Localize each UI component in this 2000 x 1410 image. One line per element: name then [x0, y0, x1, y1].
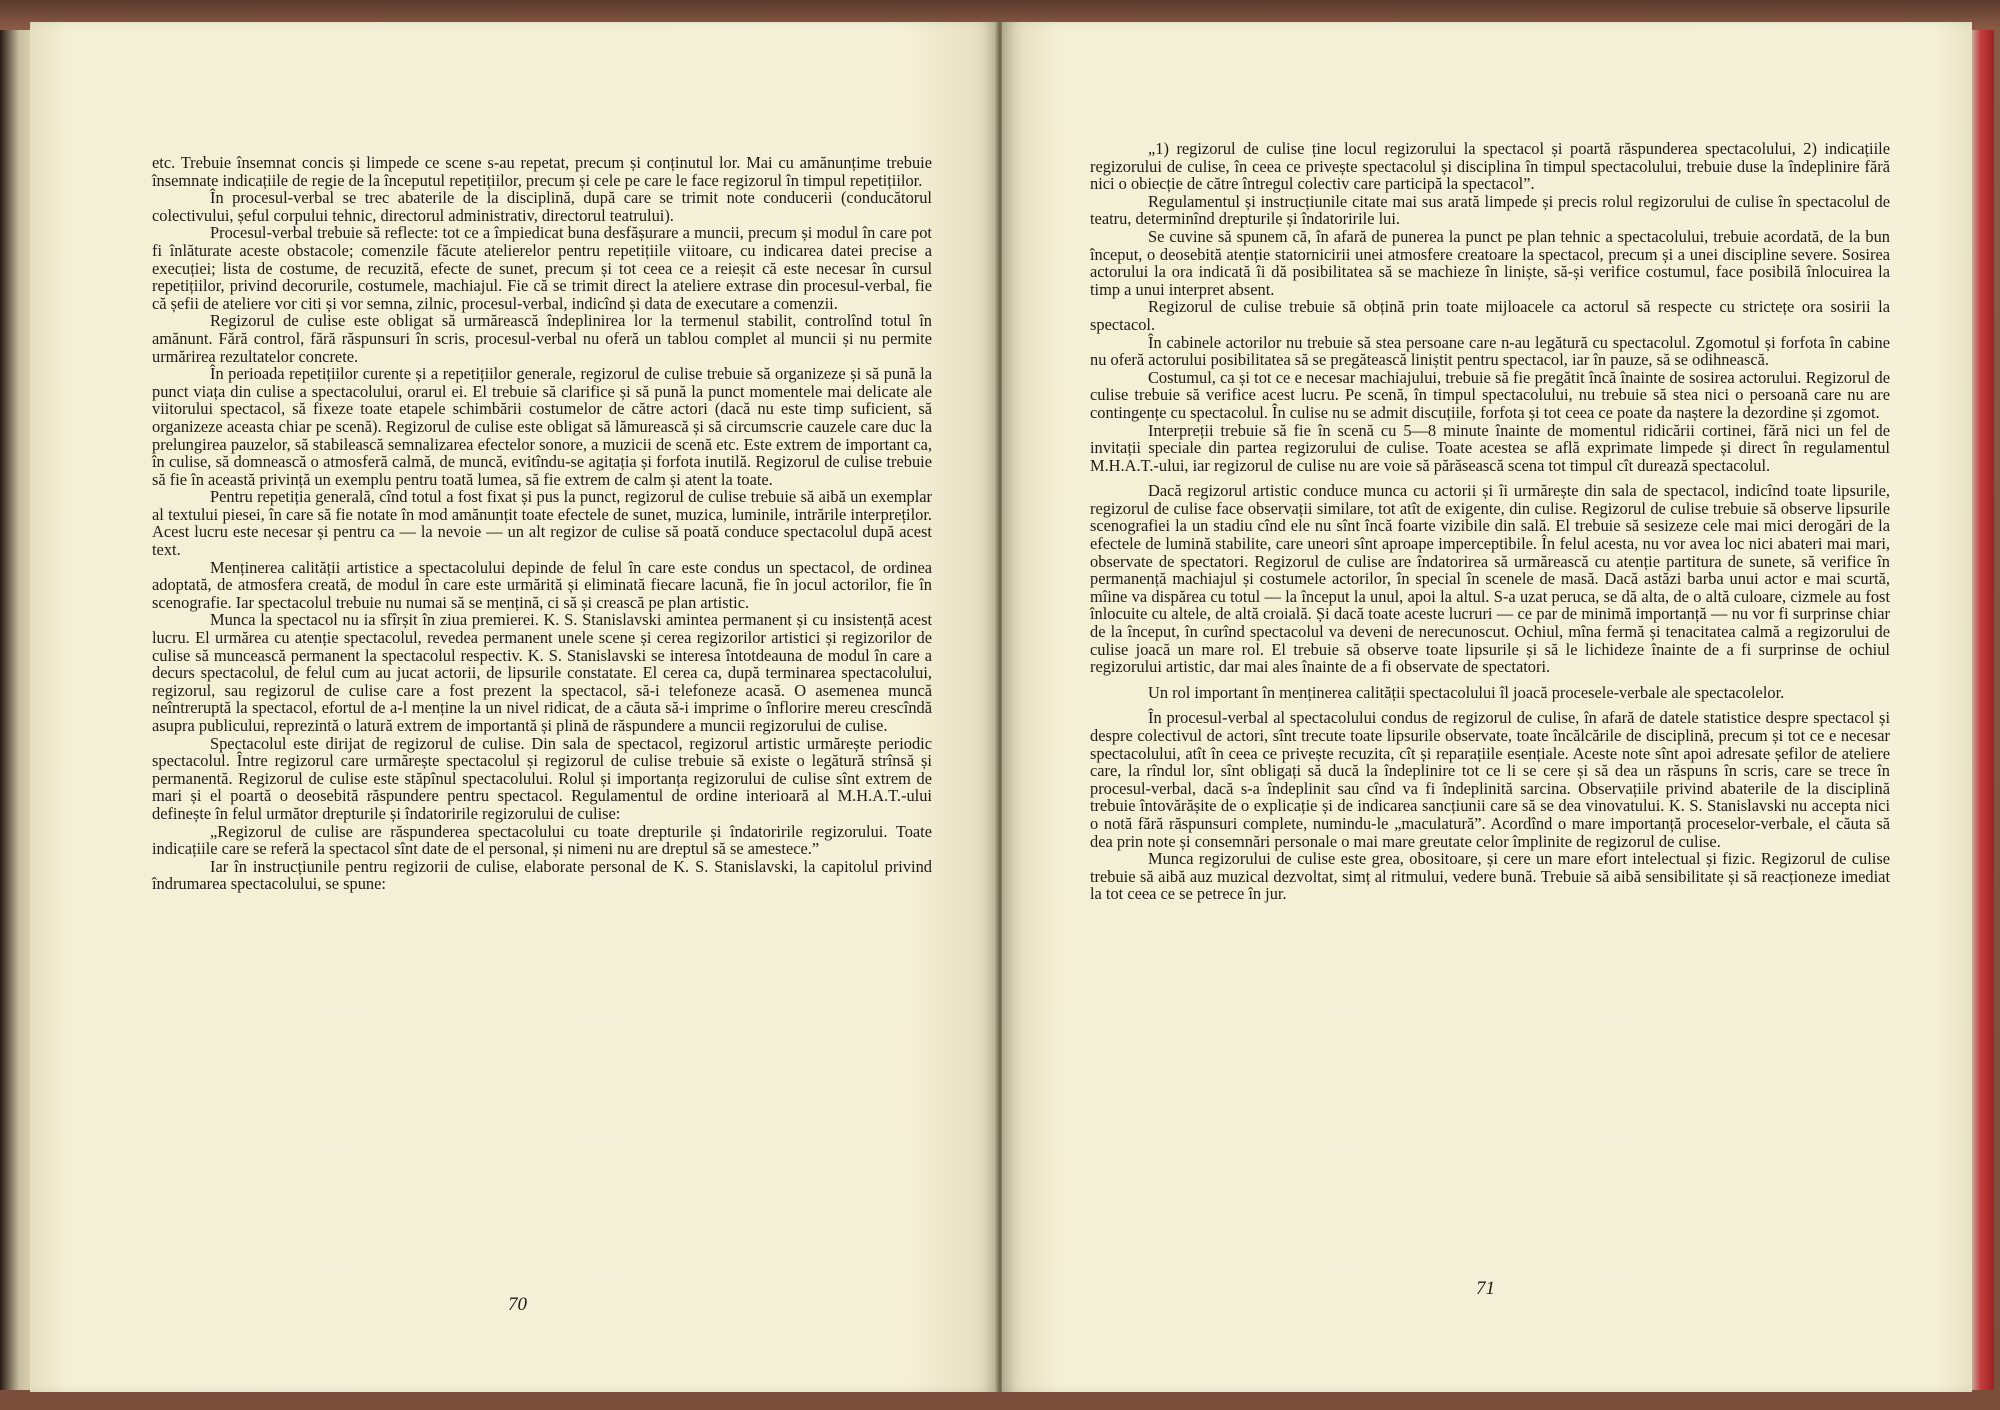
- book-left-edge: [0, 30, 32, 1390]
- paragraph: Dacă regizorul artistic conduce munca cu actorii și îi urmărește din sala de spectacol, indicînd toate lipsurile, regizorul de culise face observații similare, tot atît de exigente, din culise. Regizorul de culise trebuie să observe lipsurile scenografiei la un stadiu cînd ele nu sînt încă foarte vizibile din sală. El trebuie să sesizeze cele mai mici derogări de la efectele de lumină stabilite, care uneori sînt aproape imperceptibile. În felul acesta, nu vor avea loc nici abateri mai mari, observate de spectatori. Regizorul de culise are îndatorirea să urmărească cu atenție partitura de sunete, să verifice în permanență machiajul și costumele actorilor, în special în scenele de masă. Dacă astăzi barba unui actor e mai scurtă, mîine va dispărea cu totul — la început la unul, apoi la altul. S-a uzat peruca, se dă alta, de o altă culoare, cizmele au fost înlocuite cu altele, de altă croială. Și dacă toate aceste lucruri — ce par de minimă importanță — nu vor fi surprinse chiar de la început, în curînd spectacolul va deveni de nerecunoscut. Ochiul, mîna fermă și tenacitatea calmă a regizorului de culise joacă un mare rol. El trebuie să observe toate lipsurile și să le lichideze înainte de a fi surprinse de ochiul regizorului artistic, dar mai ales înainte de a fi observate de spectatori.: [1090, 481, 1890, 677]
- paragraph: În procesul-verbal al spectacolului condus de regizorul de culise, în afară de datele statistice despre spectacol și despre colectivul de actori, sînt trecute toate lipsurile observate, toate încălcările de disciplină, precum și tot ce e necesar spectacolului, atît în ceea ce privește recuzita, cît și reparațiile esențiale. Aceste note sînt apoi adresate șefilor de ateliere care, la rîndul lor, sînt obligați să ducă la îndeplinire tot ce li se cere și să dea un răspuns în scris, care se trece în procesul-verbal, dacă s-a îndeplinit sau cînd va fi îndeplinită sarcina. Observațiile privind abaterile de la disciplină trebuie întovărășite de o explicație și de indicarea sancțiunii care să se dea vinovatului. K. S. Stanislavski nu accepta nici o notă fără răspunsuri complete, numindu-le „maculatură”. Acordînd o mare importanță proceselor-verbale, el căuta să dea prin note și consemnări personale o mai mare greutate celor împlinite de regizorul de culise.: [1090, 708, 1890, 851]
- paragraph: În procesul-verbal se trec abaterile de la disciplină, după care se trimit note conducerii (conducătorul colectivului, șeful corpului tehnic, directorul administrativ, directorul teatrului).: [152, 188, 932, 225]
- paragraph: În cabinele actorilor nu trebuie să stea persoane care n-au legătură cu spectacolul. Zgomotul și forfota în cabine nu oferă actorului posibilitatea să se pregătească liniștit pentru spectacol, iar în pauze, să se odihnească.: [1090, 332, 1890, 370]
- quote-paragraph: „1) regizorul de culise ține locul regizorului la spectacol și poartă răspunderea spectacolului, 2) indicațiile regizorului de culise, în ceea ce privește spectacolul și disciplina în timpul spectacolului, trebuie duse la îndeplinire fără nici o obiecție de către întregul colectiv care participă la spectacol”.: [1090, 139, 1890, 194]
- paragraph: Regizorul de culise trebuie să obțină prin toate mijloacele ca actorul să respecte cu strictețe ora sosirii la spectacol.: [1090, 297, 1890, 334]
- left-page: [30, 22, 998, 1392]
- paragraph: Se cuvine să spunem că, în afară de punerea la punct pe plan tehnic a spectacolului, trebuie acordată, de la bun început, o deosebită atenție statornicirii unei atmosfere creatoare la spectacol, precum și a unei discipline severe. Sosirea actorului la ora indicată îi dă posibilitatea să se machieze în liniște, să-și verifice costumul, face posibilă înlocuirea la timp a unui interpret absent.: [1090, 226, 1890, 299]
- paragraph: Regizorul de culise este obligat să urmărească îndeplinirea lor la termenul stabilit, controlînd totul în amănunt. Fără control, fără răspunsuri în scris, procesul-verbal nu oferă un tablou complet al muncii și nu permite urmărirea rezultatelor concrete.: [152, 311, 932, 366]
- left-page-text: [152, 154, 932, 893]
- paragraph: Spectacolul este dirijat de regizorul de culise. Din sala de spectacol, regizorul artistic urmărește periodic spectacolul. Între regizorul care urmărește spectacolul și regizorul de culise trebuie să existe o legătură strînsă și permanentă. Regizorul de culise este stăpînul spectacolului. Rolul și importanța regizorului de culise sînt extrem de mari și el poartă o deosebită răspundere pentru spectacol. Regulamentul de ordine interioară al M.H.A.T.-ului definește în felul următor drepturile și îndatoririle regizorului de culise:: [152, 733, 932, 823]
- paragraph: Munca la spectacol nu ia sfîrșit în ziua premierei. K. S. Stanislavski amintea permanent și cu insistență acest lucru. El urmărea cu atenție spectacolul, revedea permanent unele scene și cerea regizorilor artistici și regizorilor de culise să muncească permanent la spectacolul respectiv. K. S. Stanislavski se interesa întotdeauna de modul în care a decurs spectacolul, de felul cum au jucat actorii, de lipsurile constatate. El cerea ca, după terminarea spectacolului, regizorul, sau regizorul de culise care a fost prezent la spectacol, să-i telefoneze acasă. O asemenea muncă neîntreruptă la spectacol, efortul de a-l menține la un nivel ridicat, de a căuta să-i imprime o înflorire mereu crescîndă asupra publicului, reprezintă o latură extrem de importantă și plină de răspundere a muncii regizorului de culise.: [152, 610, 932, 735]
- right-page: [1002, 22, 1972, 1392]
- paragraph: Regulamentul și instrucțiunile citate mai sus arată limpede și precis rolul regizorului de culise în spectacolul de teatru, determinînd drepturile și îndatoririle lui.: [1090, 191, 1890, 229]
- page-number: 70: [508, 1294, 527, 1315]
- paragraph: etc. Trebuie însemnat concis și limpede ce scene s-au repetat, precum și conținutul lor. Mai cu amănunțime trebuie însemnate indicațiile de regie de la începutul repetițiilor, precum și cele pe care le face regizorul în timpul repetițiilor.: [152, 153, 932, 190]
- quote-paragraph: „Regizorul de culise are răspunderea spectacolului cu toate drepturile și îndatoririle regizorului. Toate indicațiile care se referă la spectacol sînt date de el personal, și nimeni nu are dreptul să se amestece.”: [152, 821, 932, 859]
- right-page-text: [1090, 140, 1890, 903]
- page-number: 71: [1476, 1278, 1495, 1299]
- paragraph: Pentru repetiția generală, cînd totul a fost fixat și pus la punct, regizorul de culise trebuie să aibă un exemplar al textului piesei, în care să fie notate în mod amănunțit toate efectele de sunet, muzica, luminile, intrările interpreților. Acest lucru este necesar și pentru ca — la nevoie — un alt regizor de culise să poată conduce spectacolul după acest text.: [152, 487, 932, 560]
- paragraph: Iar în instrucțiunile pentru regizorii de culise, elaborate personal de K. S. Stanislavski, la capitolul privind îndrumarea spectacolului, se spune:: [152, 856, 932, 894]
- paragraph: Procesul-verbal trebuie să reflecte: tot ce a împiedicat buna desfășurare a muncii, precum și modul în care pot fi înlăturate aceste obstacole; comenzile făcute atelierelor pentru repetițiile viitoare, cu indicarea datei precise a execuției; lista de costume, de recuzită, efecte de sunet, precum și tot ceea ce a reieșit că este necesar în cursul repetițiilor, privind decorurile, costumele, machiajul. Fie că se trimit direct la ateliere extrase din procesul-verbal, fie că șefii de ateliere vor citi și vor semna, zilnic, procesul-verbal, indicînd și data de executare a comenzii.: [152, 223, 932, 313]
- paragraph: Costumul, ca și tot ce e necesar machiajului, trebuie să fie pregătit încă înainte de sosirea actorului. Regizorul de culise trebuie să verifice acest lucru. Pe scenă, în timpul spectacolului, nu trebuie să stea nici o persoană care nu are contingențe cu spectacolul. În culise nu se admit discuțiile, forfota și tot ceea ce poate da naștere la dezordine și zgomot.: [1090, 367, 1890, 422]
- paragraph: Un rol important în menținerea calității spectacolului îl joacă procesele-verbale ale spectacolelor.: [1148, 682, 1785, 702]
- book-right-edge: [1972, 30, 1994, 1390]
- paragraph: Munca regizorului de culise este grea, obositoare, și cere un mare efort intelectual și fizic. Regizorul de culise trebuie să aibă auz muzical dezvoltat, simț al ritmului, vedere bună. Trebuie să aibă sensibilitate și să reacționeze imediat la tot ceea ce se petrece în jur.: [1090, 849, 1890, 904]
- paragraph: Menținerea calității artistice a spectacolului depinde de felul în care este condus un spectacol, de ordinea adoptată, de atmosfera creată, de modul în care este urmărită și eliminată fiecare lacună, fie în jocul actorilor, fie în scenografie. Iar spectacolul trebuie nu numai să se mențină, ci să și crească pe plan artistic.: [152, 557, 932, 612]
- paragraph: Interpreții trebuie să fie în scenă cu 5—8 minute înainte de momentul ridicării cortinei, fără nici un fel de invitații speciale din partea regizorului de culise. Toate acestea se află exprimate limpede și direct în regulamentul M.H.A.T.-ului, iar regizorul de culise nu are voie să părăsească scena tot timpul cît durează spectacolul.: [1090, 420, 1890, 475]
- paragraph: În perioada repetițiilor curente și a repetițiilor generale, regizorul de culise trebuie să organizeze și să pună la punct viața din culise a spectacolului, orarul ei. El trebuie să clarifice și să pună la punct momentele mai delicate ale viitorului spectacol, să fixeze toate etapele schimbării costumelor de către actori (dacă nu este timp suficient, să organizeze aceasta chiar pe scenă). Regizorul de culise este obligat să lămurească și să circumscrie cauzele care duc la prelungirea pauzelor, să stabilească semnalizarea efectelor sonore, a muzicii de scenă etc. Este extrem de important ca, în culise, să domnească o atmosferă calmă, de muncă, evitîndu-se agitația și forfota inutilă. Regizorul de culise trebuie să fie în această privință un exemplu pentru toată lumea, să fie extrem de calm și atent la toate.: [152, 364, 932, 489]
